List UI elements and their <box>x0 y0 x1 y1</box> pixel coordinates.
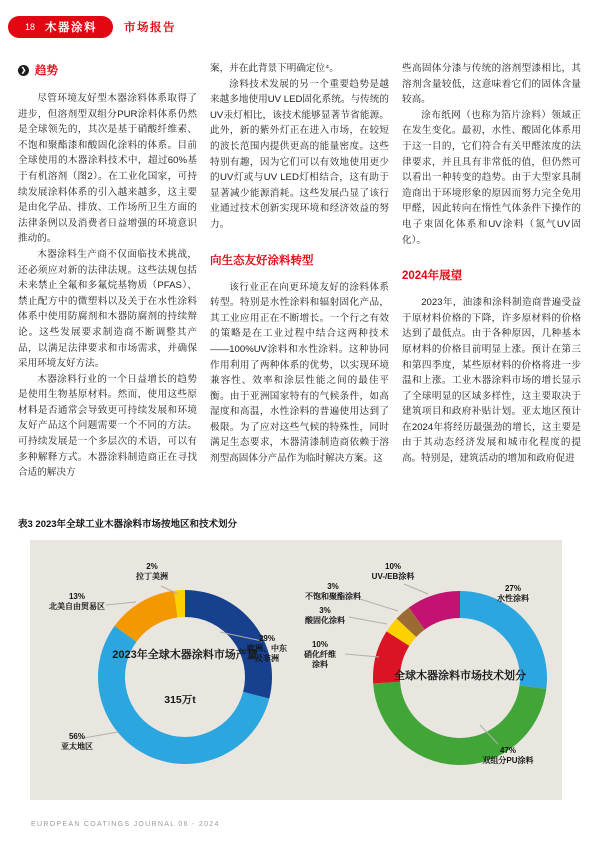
page-header <box>8 16 176 38</box>
paragraph: 涂布纸网（也称为箔片涂料）领域正在发生变化。最初，水性、酸固化体系用于这一目的，它们符合有关甲醛浓度的法律要求，并且具有非常低的值，但仍然可以看出一种转变的趋势。由于大型家具制造商出于环境形象的原因而努力完全免用甲醛，因此转向在惰性气体条件下操作的电子束固化体系和UV涂料（氮气UV固化）。 <box>402 109 581 246</box>
column-3 <box>402 61 581 513</box>
paragraph: 2023年，油漆和涂料制造商普遍受益于原材料价格的下降，许多原材料的价格达到了最低点。由于各种原因，几种基本原材料的价格目前明显上涨。预计在第三和第四季度，某些原材料的价格将进一步温和上涨。工业木器涂料市场的增长显示了全球明显的区域多样性，这主要取决于建筑项目和政府补贴计划。亚太地区预计在2024年将经历最强劲的增长，这主要是由于其动态经济发展和城市化程度的提高。特别是，建筑活动的增加和政府促进 <box>402 297 581 465</box>
column-1 <box>18 61 197 513</box>
chart-label-nafta: 13% 北美自由贸易区 <box>49 592 105 611</box>
chart-label-waterborne: 27% 水性涂料 <box>497 584 529 603</box>
heading-trends-label: 趋势 <box>35 65 58 77</box>
chart-label-unsaturated-polyester: 3% 不饱和聚酯涂料 <box>305 582 361 601</box>
article-columns <box>18 61 582 513</box>
paragraph: 案，并在此背景下明确定位⁴。 <box>210 63 339 74</box>
heading-outlook-2024: 2024年展望 <box>402 270 463 283</box>
page-number: 18 <box>25 22 36 32</box>
chart-label-emea: 29% 欧洲、中东及非洲 <box>247 634 287 663</box>
column-2 <box>210 61 389 513</box>
chart-label-apac: 56% 亚太地区 <box>61 732 93 751</box>
right-donut-title: 全球木器涂料市场技术划分 <box>394 670 526 682</box>
paragraph: 些高固体分漆与传统的溶剂型漆相比，其溶剂含量较低，这意味着它们的固体含量较高。 <box>402 63 581 106</box>
journal-footer: EUROPEAN COATINGS JOURNAL 06 - 2024 <box>31 821 220 828</box>
chart-panel <box>30 540 562 800</box>
chart-label-nitrocellulose: 10% 硝化纤维涂料 <box>304 640 336 669</box>
paragraph: 木器涂料生产商不仅面临技术挑战，还必须应对新的法律法规。这些法规包括未来禁止全氟和多氟烷基物质（PFAS）、禁止配方中的微塑料以及关于在水性涂料体系中使用防腐剂和木器防腐剂的持续辩论。这些发展要求制造商不断调整其产品，以满足法律要求和市场需求，并确保采用环境友好方法。 <box>18 248 197 370</box>
donut-production-by-region <box>98 590 272 764</box>
table-caption: 表3 2023年全球工业木器涂料市场按地区和技术划分 <box>18 519 238 530</box>
heading-trends <box>18 62 197 78</box>
heading-eco-transition: 向生态友好涂料转型 <box>210 254 314 267</box>
paragraph: 该行业正在向更环境友好的涂料体系转型。特别是水性涂料和辐射固化产品，其工业应用正在不断增长。一个行之有效的策略是在工业过程中结合这两种技术——100%UV涂料和水性涂料。这种协同作用利用了两种体系的优势，以实现环境兼容性、效率和涂层性能之间的最佳平衡。由于亚洲国家特有的气候条件，如高湿度和高温，水性涂料的普遍使用达到了极限。为了应对这些气候的特殊性，同时满足生态要求，木器清漆制造商依赖于溶剂型高固体分产品作为临时解决方案。这 <box>210 281 389 465</box>
chart-label-uv-eb: 10% UV-/EB涂料 <box>371 562 415 581</box>
chart-label-2k-pu: 47% 双组分PU涂料 <box>482 746 534 765</box>
section-badge <box>8 16 113 38</box>
paragraph: 尽管环境友好型木器涂料体系取得了进步，但溶剂型双组分PUR涂料体系仍然是全球领先的，其次是基于硝酸纤维素、不饱和聚酯漆和酸固化涂料的体系。目前全球使用的木器涂料技术中，超过60%基于有机溶剂（图2）。在工业化国家，可持续发展涂料体系的引入越来越多，这主要是由化学品、排放、工作场所卫生方面的法律条例以及消费者日益增强的环境意识推动的。 <box>18 93 197 245</box>
left-donut-value: 315万t <box>164 694 196 706</box>
section-title: 木器涂料 <box>45 22 98 34</box>
chart-label-latin-america: 2% 拉丁美洲 <box>136 562 168 581</box>
left-donut-title: 2023年全球木器涂料市场产量 <box>112 649 258 661</box>
chart-label-acid-curing: 3% 酸固化涂料 <box>305 606 345 625</box>
report-label: 市场报告 <box>124 22 177 34</box>
trend-bullet-icon: ❯ <box>18 65 29 76</box>
paragraph: 木器涂料行业的一个日益增长的趋势是使用生物基原材料。然而，使用这些原材料是否通常会导致更可持续发展和环境友好产品这个问题需要一个不同的方法。可持续发展是一个多层次的术语，可以有多种解释方式。木器涂料制造商正在寻找合适的解决方 <box>18 373 197 479</box>
paragraph: 涂料技术发展的另一个重要趋势是越来越多地使用UV LED固化系统。与传统的UV汞灯相比，该技术能够显著节省能源。此外，新的紫外灯正在进入市场，在较短的波长范围内提供更高的能量密度。这些特别有趣，因为它们可以有效地使用更少的UV灯或与UV LED灯相结合，这有助于显著减少能源消耗。这些发展凸显了该行业通过技术创新实现环境和经济效益的努力。 <box>210 78 389 230</box>
